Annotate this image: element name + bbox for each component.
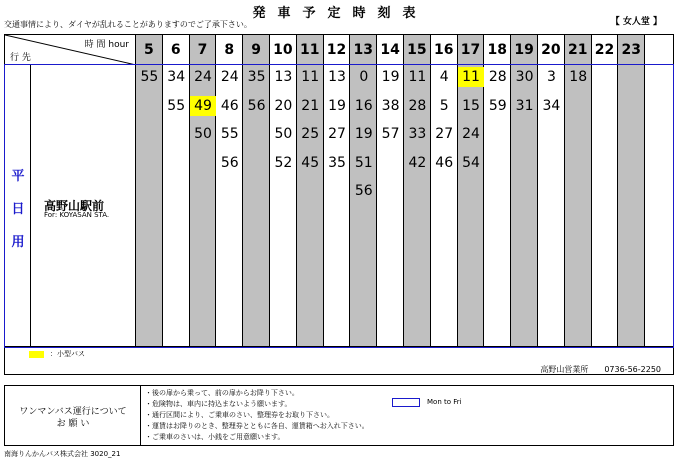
hour-header-13: 13 [350, 35, 377, 65]
weekday-char: 平 [11, 169, 25, 184]
delay-notice: 交通事情により、ダイヤが乱れることがありますのでご了承下さい。 [4, 20, 252, 29]
one-man-title: ワンマンバス運行について [19, 407, 127, 417]
hour-header-18: 18 [484, 35, 511, 65]
hour-header-17: 17 [458, 35, 485, 65]
hour-column-21 [565, 65, 592, 346]
departure-minute: 35 [328, 154, 346, 171]
hour-header-22: 22 [592, 35, 619, 65]
hour-column-15 [404, 65, 431, 346]
departure-minute: 55 [140, 69, 159, 85]
departure-minute: 19 [354, 126, 373, 142]
departure-minute: 27 [435, 126, 454, 142]
departure-minute: 46 [435, 154, 454, 171]
departure-minute: 55 [167, 97, 186, 114]
departure-minute: 49 [190, 96, 217, 116]
mon-to-fri-label: Mon to Fri [427, 398, 462, 406]
rule-item: ・ご乗車のさいは、小銭をご用意願います。 [145, 433, 285, 441]
departure-minute: 19 [328, 97, 346, 114]
departure-minute: 0 [359, 69, 369, 85]
hour-header-10: 10 [270, 35, 297, 65]
rule-item: ・危険物は、車内に持込まないよう願います。 [145, 400, 292, 408]
departure-minute: 25 [301, 126, 320, 142]
destination-header-label: 行 先 [10, 53, 31, 63]
hour-header-7: 7 [190, 35, 217, 65]
one-man-bus-heading [5, 386, 141, 445]
hour-header-6: 6 [163, 35, 190, 65]
departure-minute: 50 [274, 126, 293, 142]
departure-minute: 35 [247, 69, 266, 85]
hour-header-21: 21 [565, 35, 592, 65]
departure-minute: 18 [569, 69, 588, 85]
departure-minute: 27 [328, 126, 346, 142]
hour-header-12: 12 [324, 35, 351, 65]
departure-minute: 52 [274, 154, 293, 171]
departure-minute: 34 [542, 97, 561, 114]
hour-column-14 [377, 65, 404, 346]
hour-column-10 [270, 65, 297, 346]
departure-minute: 16 [354, 97, 373, 114]
legend-row [5, 346, 673, 374]
timetable-header-row [5, 35, 673, 65]
departure-minute: 5 [439, 97, 449, 114]
hour-column-20 [538, 65, 565, 346]
weekday-char: 用 [11, 235, 25, 250]
one-man-subtitle: お 願 い [56, 419, 90, 429]
hour-header-19: 19 [511, 35, 538, 65]
mon-to-fri-swatch [392, 398, 420, 407]
departure-minute: 56 [220, 154, 239, 171]
page-title: 発車予定時刻表 [252, 6, 428, 21]
departure-minute: 38 [381, 97, 400, 114]
header-corner-cell [5, 35, 136, 65]
departure-minute: 46 [220, 97, 239, 114]
departure-minute: 11 [408, 69, 427, 85]
departure-minute: 11 [301, 69, 320, 85]
departure-minute: 31 [515, 97, 534, 114]
departure-minute: 21 [301, 97, 320, 114]
departure-minute: 33 [408, 126, 427, 142]
rule-item: ・後の扉から乗って、前の扉からお降り下さい。 [145, 389, 299, 397]
departure-minute: 50 [194, 126, 212, 142]
departure-minute: 13 [328, 69, 346, 85]
departure-minute: 56 [354, 183, 373, 199]
departure-minute: 28 [488, 69, 507, 85]
departure-minute: 51 [354, 154, 373, 171]
hour-column-23 [618, 65, 645, 346]
hour-header-14: 14 [377, 35, 404, 65]
hour-header-23: 23 [618, 35, 645, 65]
hour-column-7 [190, 65, 217, 346]
hour-header-9: 9 [243, 35, 270, 65]
departure-minute: 30 [515, 69, 534, 85]
hour-header-15: 15 [404, 35, 431, 65]
departure-minute: 45 [301, 154, 320, 171]
rule-item: ・運賃はお降りのとき、整理券とともに各自、運賃箱へお入れ下さい。 [145, 422, 369, 430]
small-bus-swatch [29, 351, 44, 358]
timetable-frame [4, 34, 674, 375]
departure-minute: 13 [274, 69, 293, 85]
notice-panel [4, 385, 674, 446]
hour-column-9 [243, 65, 270, 346]
departure-minute: 59 [488, 97, 507, 114]
hour-header-20: 20 [538, 35, 565, 65]
departure-minute: 34 [167, 69, 186, 85]
departure-minute: 24 [194, 69, 212, 85]
hour-column-18 [484, 65, 511, 346]
small-bus-legend: ：小型バス [50, 350, 85, 358]
departure-minute: 15 [462, 97, 480, 114]
destination-english: For: KOYASAN STA. [44, 211, 110, 219]
destination-name: 高野山駅前 [44, 199, 105, 213]
office-contact: 高野山営業所 0736-56-2250 [540, 365, 661, 374]
departure-minute: 24 [462, 126, 480, 142]
departure-minute: 11 [458, 67, 485, 87]
hour-column-16 [431, 65, 458, 346]
hour-column-11 [297, 65, 324, 346]
hour-header-label: 時 間 hour [84, 40, 129, 50]
hour-column-6 [163, 65, 190, 346]
hour-column-19 [511, 65, 538, 346]
company-footer: 南海りんかんバス株式会社 3020_21 [4, 450, 121, 458]
rule-item: ・通行区間により、ご乗車のさい、整理券をお取り下さい。 [145, 411, 334, 419]
departure-minute: 24 [220, 69, 239, 85]
hour-column-12 [324, 65, 351, 346]
departure-minute: 54 [462, 154, 480, 171]
hour-column-17 [458, 65, 485, 346]
departure-minute: 57 [381, 126, 400, 142]
departure-minute: 56 [247, 97, 266, 114]
departure-minute: 42 [408, 154, 427, 171]
hour-column-8 [216, 65, 243, 346]
hour-header-5: 5 [136, 35, 163, 65]
departure-minute: 4 [439, 69, 449, 85]
departure-minute: 28 [408, 97, 427, 114]
departure-minute: 55 [220, 126, 239, 142]
weekday-label-cell [5, 65, 31, 346]
hour-column-22 [592, 65, 619, 346]
rules-list [145, 388, 369, 443]
hour-header-8: 8 [216, 35, 243, 65]
stop-name-tag: 【 女人堂 】 [610, 17, 662, 27]
departure-minute: 19 [381, 69, 400, 85]
weekday-char: 日 [11, 202, 25, 217]
hour-header-11: 11 [297, 35, 324, 65]
departure-minute: 3 [546, 69, 556, 85]
hour-column-13 [350, 65, 377, 346]
destination-cell [31, 65, 136, 346]
hour-column-5 [136, 65, 163, 346]
hour-header-16: 16 [431, 35, 458, 65]
departure-minute: 20 [274, 97, 293, 114]
